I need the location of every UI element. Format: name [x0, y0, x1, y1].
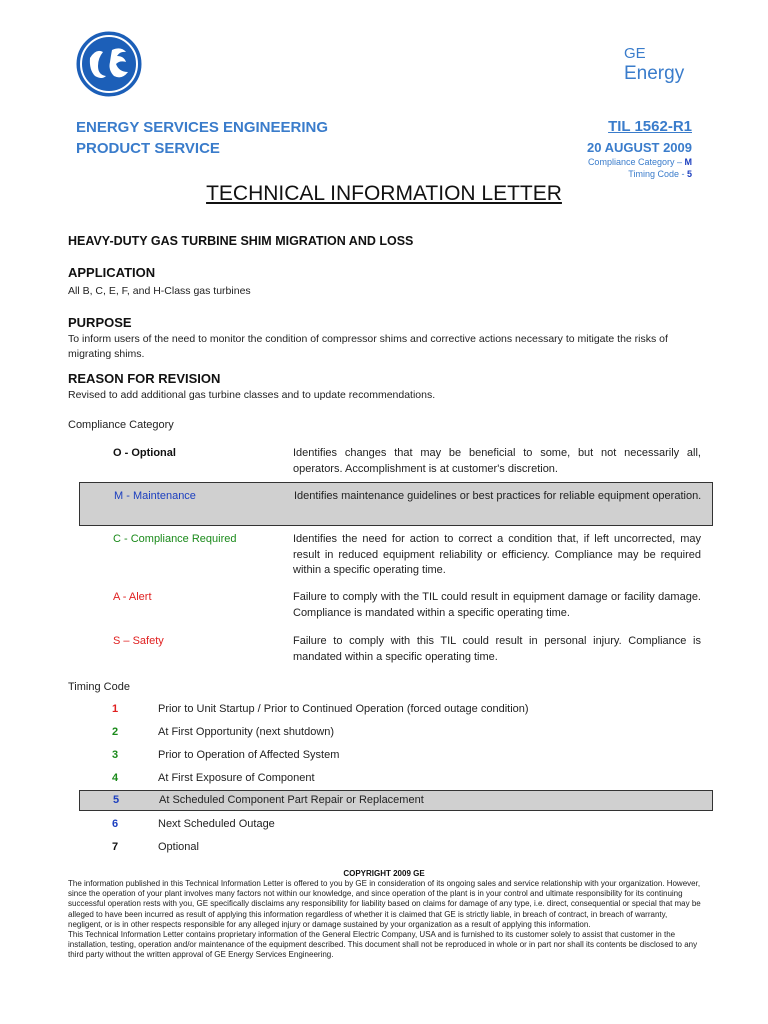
compliance-desc: Failure to comply with the TIL could result in equipment damage or facility damage. Compliance is mandated within a specific operating time.	[293, 591, 701, 619]
department-line-1: ENERGY SERVICES ENGINEERING	[76, 119, 329, 136]
timing-code-number: 3	[112, 749, 119, 761]
til-date: 20 AUGUST 2009	[586, 140, 692, 155]
timing-code-number: 5	[113, 794, 120, 806]
copyright-text	[68, 879, 701, 961]
compliance-category-meta-value: M	[684, 157, 692, 167]
compliance-category-meta-label: Compliance Category –	[587, 157, 685, 167]
compliance-row-maintenance	[79, 482, 713, 526]
timing-row-3	[79, 745, 713, 766]
timing-code-meta	[628, 169, 692, 179]
compliance-desc: Failure to comply with this TIL could result in personal injury. Compliance is mandated within a specific operating time.	[293, 635, 701, 663]
compliance-row-alert	[79, 584, 713, 624]
timing-code-text: Prior to Operation of Affected System	[158, 749, 340, 761]
brand-ge: GE	[624, 45, 646, 62]
subtitle: HEAVY-DUTY GAS TURBINE SHIM MIGRATION AND LOSS	[68, 234, 414, 248]
department-line-2: PRODUCT SERVICE	[76, 140, 220, 157]
application-text: All B, C, E, F, and H-Class gas turbines	[68, 285, 251, 297]
timing-code-meta-value: 5	[686, 169, 692, 179]
purpose-heading: PURPOSE	[68, 315, 132, 330]
timing-row-6	[79, 814, 713, 835]
compliance-row-safety	[79, 628, 713, 668]
timing-row-2	[79, 722, 713, 743]
timing-code-text: At First Opportunity (next shutdown)	[158, 726, 335, 738]
compliance-category-meta	[588, 157, 692, 167]
compliance-name: M - Maintenance	[114, 490, 196, 502]
copyright-body: The information published in this Technical Information Letter is offered to you by GE in consideration of its ongoing sales and service relationship with your organization. However, since the operation of your plant involves many factors not within our knowledge, and since operation of the plant is in your control and ultimate responsibility for its continuing successful operation rests with you, GE specifically disclaims any responsibility for liability based on claims for damage of any type, i.e. direct, consequential or special that may be alleged to have been incurred as result of applying this information regardless of whether it is claimed that GE is strictly liable, in breach of contract, in breach of warranty, negligent, or is in other respects responsible for any alleged injury or damage sustained by your organization as a result of applying this information.	[68, 879, 701, 929]
compliance-name: S – Safety	[113, 635, 164, 647]
copyright-body-2: This Technical Information Letter contains proprietary information of the General Electric Company, USA and is furnished to its customer solely to assist that customer in the installation, testing, operation and/or maintenance of the equipment described. This document shall not be reproduced in whole or in part nor shall its contents be disclosed to any third party without the written approval of GE Energy Services Engineering.	[68, 930, 698, 960]
til-number: TIL 1562-R1	[608, 118, 692, 135]
revision-heading: REASON FOR REVISION	[68, 371, 221, 386]
timing-code-text: At Scheduled Component Part Repair or Replacement	[159, 794, 424, 806]
revision-text: Revised to add additional gas turbine classes and to update recommendations.	[68, 389, 436, 401]
timing-code-meta-label: Timing Code -	[628, 169, 687, 179]
compliance-name: A - Alert	[113, 591, 152, 603]
timing-code-text: Optional	[158, 841, 199, 853]
timing-code-number: 6	[112, 818, 119, 830]
timing-code-text: At First Exposure of Component	[158, 772, 315, 784]
timing-row-1	[79, 699, 713, 720]
purpose-text: To inform users of the need to monitor the condition of compressor shims and corrective actions necessary to mitigate the risks of migrating shims.	[68, 333, 668, 360]
compliance-category-label: Compliance Category	[68, 419, 174, 431]
timing-code-number: 7	[112, 841, 119, 853]
timing-row-4	[79, 768, 713, 789]
timing-code-number: 4	[112, 772, 119, 784]
page-title: TECHNICAL INFORMATION LETTER	[206, 182, 562, 205]
compliance-desc: Identifies maintenance guidelines or best practices for reliable equipment operation.	[294, 490, 702, 502]
compliance-name: O - Optional	[113, 447, 176, 459]
compliance-name: C - Compliance Required	[113, 533, 237, 545]
compliance-desc: Identifies the need for action to correct a condition that, if left uncorrected, may result in reduced equipment reliability or efficiency. Compliance may be required within a specific operating time.	[293, 533, 701, 576]
timing-code-number: 2	[112, 726, 119, 738]
application-heading: APPLICATION	[68, 265, 156, 280]
compliance-row-optional	[79, 440, 713, 480]
timing-code-label: Timing Code	[68, 681, 130, 693]
timing-code-text: Next Scheduled Outage	[158, 818, 275, 830]
ge-logo	[76, 28, 142, 100]
brand-energy: Energy	[624, 63, 685, 84]
compliance-desc: Identifies changes that may be beneficial to some, but not necessarily all, operators. Accomplishment is at customer's discretion.	[293, 447, 701, 475]
timing-row-5	[79, 790, 713, 811]
timing-code-text: Prior to Unit Startup / Prior to Continued Operation (forced outage condition)	[158, 703, 529, 715]
compliance-row-compliance-required	[79, 526, 713, 578]
copyright-heading: COPYRIGHT 2009 GE	[343, 869, 425, 878]
timing-row-7	[79, 837, 713, 858]
timing-code-number: 1	[112, 703, 119, 715]
